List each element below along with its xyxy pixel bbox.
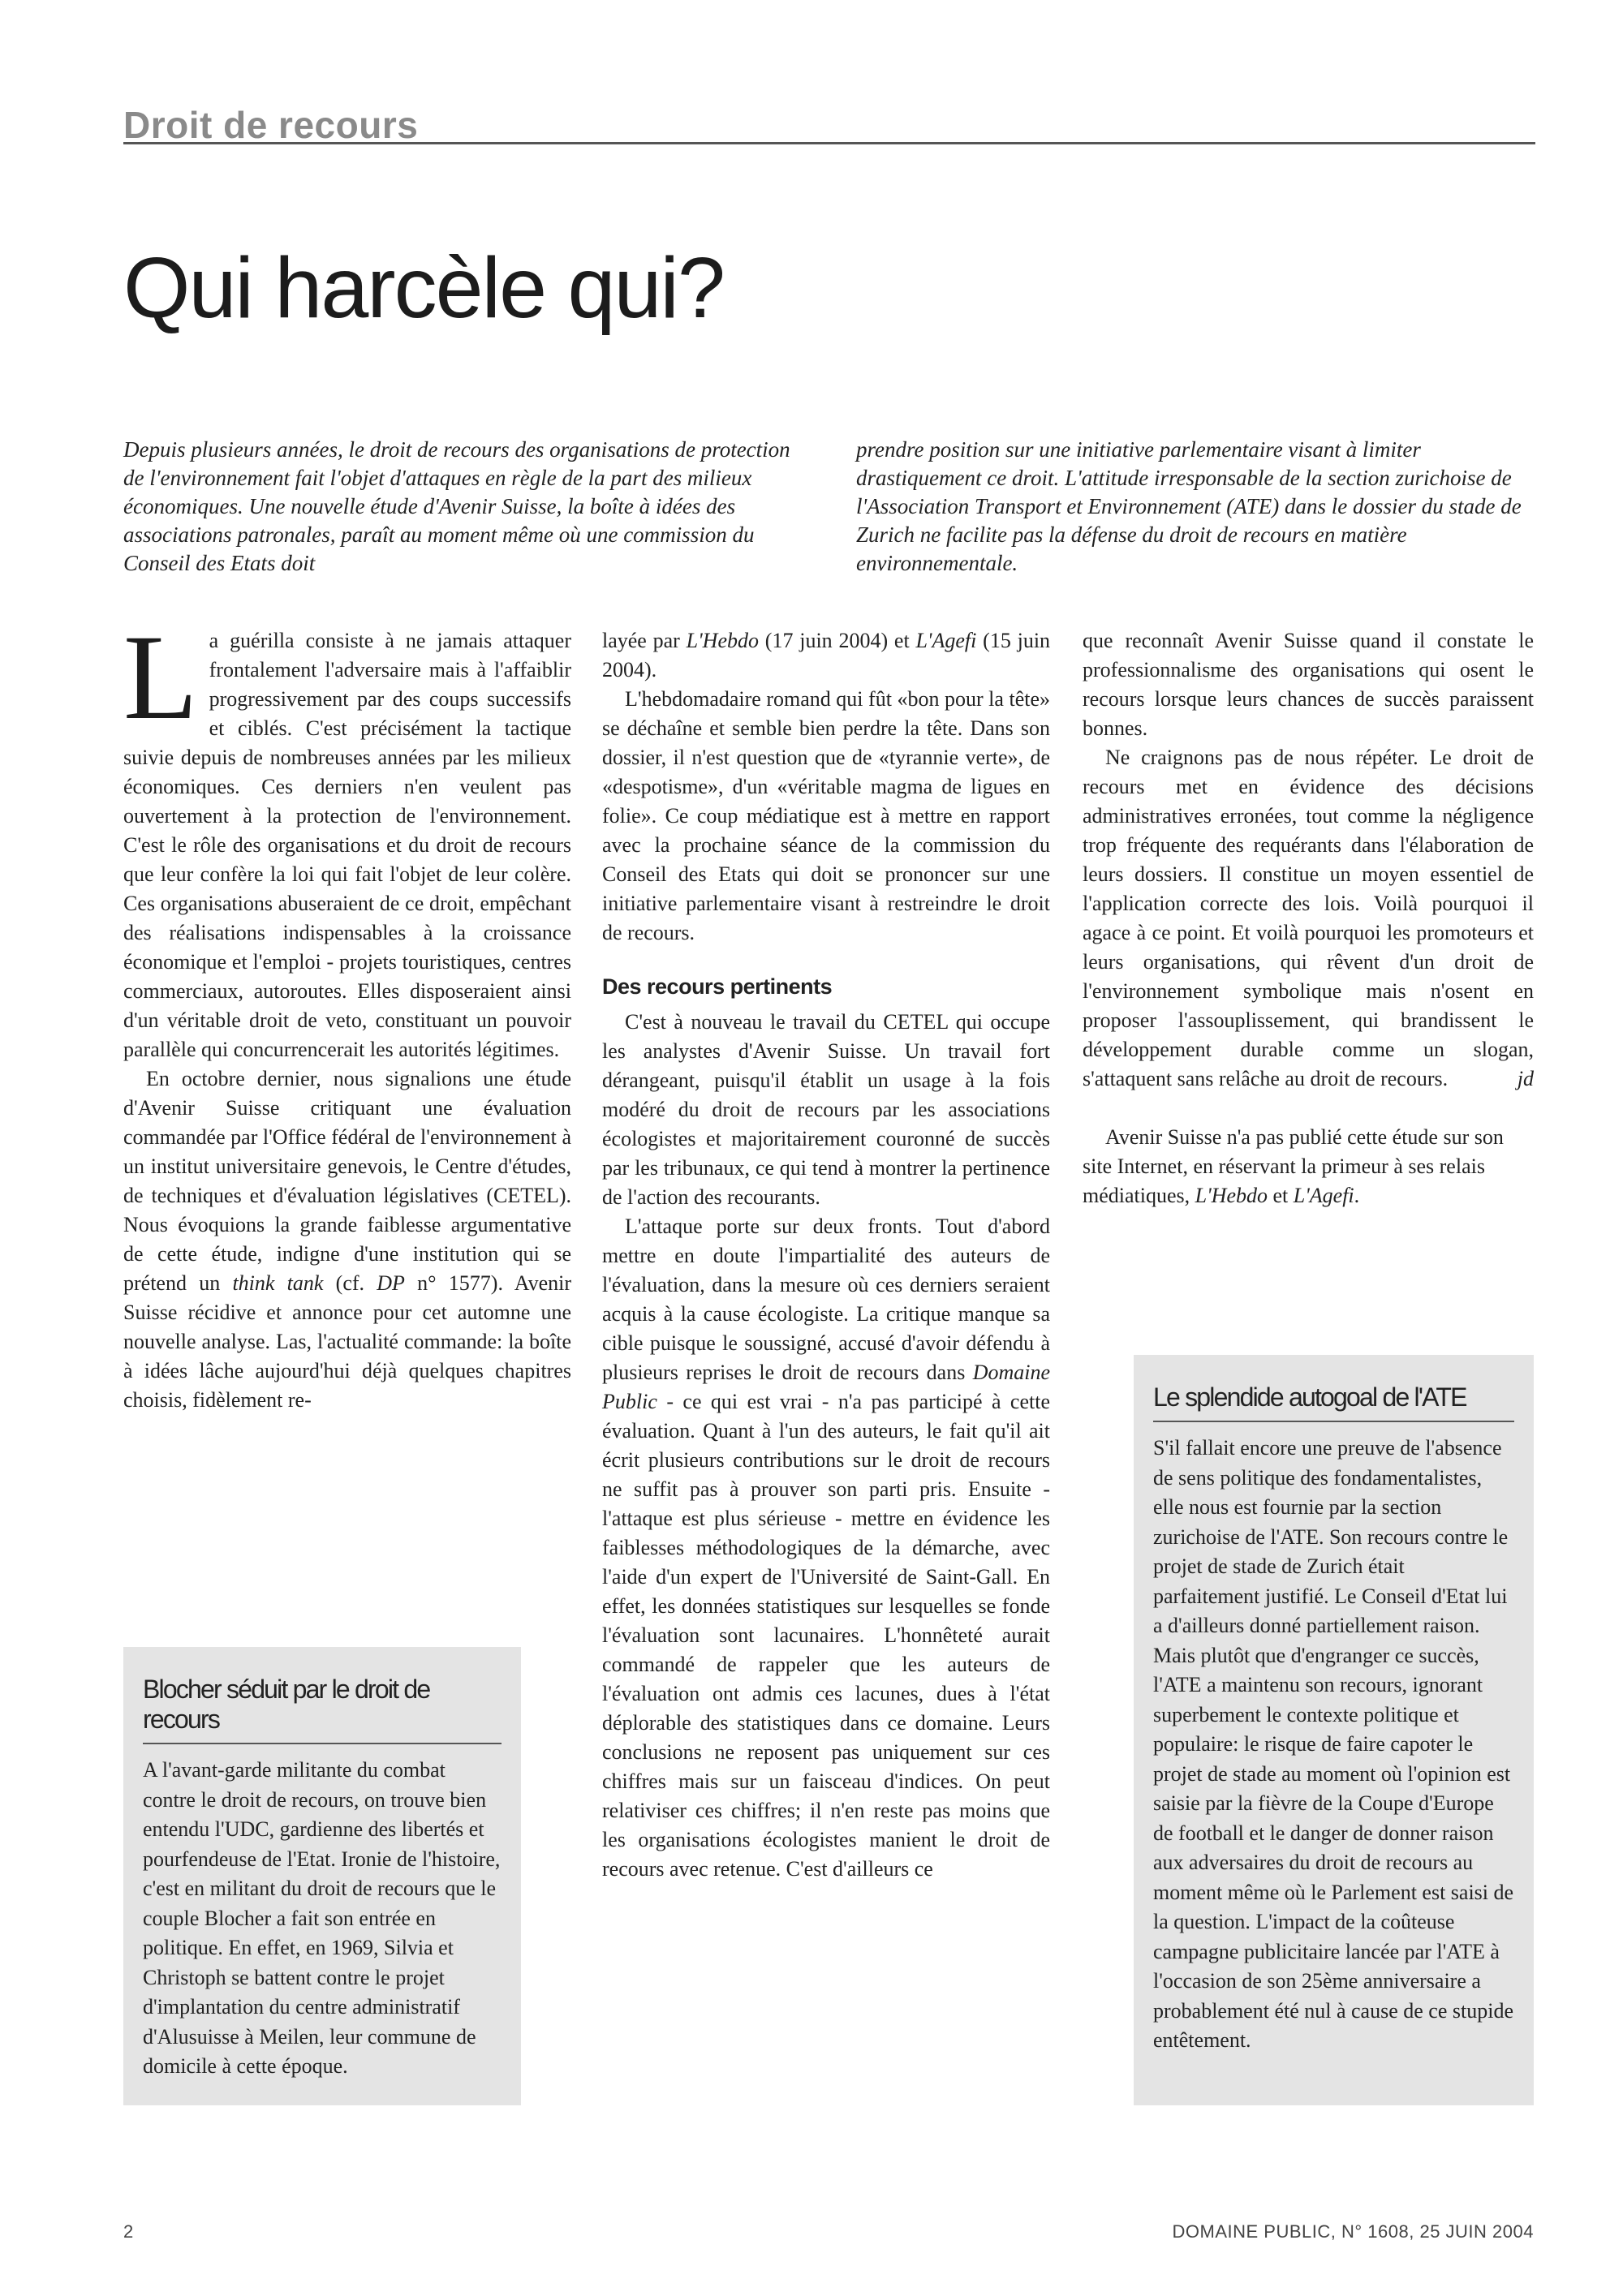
body-paragraph: C'est à nouveau le travail du CETEL qui occupe les analystes d'Avenir Suisse. Un travail fort dérangeant, puisqu'il établit un usage à la fois modéré du droit de recours par les associations écologistes et majoritairement couronné de succès par les tribunaux, ce qui tend à montrer la pertinence de l'action des recourants. <box>602 1010 1050 1209</box>
body-paragraph: Ne craignons pas de nous répéter. Le droit de recours met en évidence des décisions administratives erronées, tout comme la négligence trop fréquente des requérants dans l'élaboration de leurs dossiers. Il constitue un moyen essentiel de l'application correcte des lois. Voilà pourquoi il agace à ce point. Et voilà pourquoi les promoteurs et leurs organisations, qui rêvent d'un droit de l'environnement symbolique mais n'osent en proposer l'assouplissement, qui brandissent le développement durable comme un slogan, s'attaquent sans relâche au droit de recours. jd <box>1083 743 1534 1094</box>
issue-info: DOMAINE PUBLIC, N° 1608, 25 JUIN 2004 <box>1172 2221 1534 2242</box>
page-number: 2 <box>123 2221 134 2242</box>
lead-paragraph-right: prendre position sur une initiative parlementaire visant à limiter drastiquement ce droit. L'attitude irresponsable de la section zurichoise de l'Association Transport et Environnement (ATE) dans le dossier du stade de Zurich ne facilite pas la défense du droit de recours en matière environnementale. <box>856 437 1522 575</box>
body-paragraph: La guérilla consiste à ne jamais attaquer frontalement l'adversaire mais à l'affaiblir progressivement par des coups successifs et ciblés. C'est précisément la tactique suivie depuis de nombreuses années par les milieux économiques. Ces derniers n'en veulent pas ouvertement à la protection de l'environnement. C'est le rôle des organisations et du droit de recours que leur confère la loi qui fait l'objet de leur colère. Ces organisations abuseraient de ce droit, empêchant des réalisations indispensables à la croissance économique et l'emploi - projets touristiques, centres commerciaux, autoroutes. Elles disposeraient ainsi d'un véritable droit de veto, constituant un pouvoir parallèle qui concurrencerait les autorités légitimes. <box>123 610 571 1061</box>
body-paragraph: L'hebdomadaire romand qui fût «bon pour la tête» se déchaîne et semble bien perdre la tête. Dans son dossier, il n'est question que de «tyrannie verte», de «despotisme», d'un «véritable magma de ligues en folie». Ce coup médiatique est à mettre en rapport avec la prochaine séance de la commission du Conseil des Etats qui doit se prononcer sur une initiative parlementaire visant à restreindre le droit de recours. <box>602 687 1050 944</box>
lead-paragraph-left: Depuis plusieurs années, le droit de recours des organisations de protection de l'environnement fait l'objet d'attaques en règle de la part des milieux économiques. Une nouvelle étude d'Avenir Suisse, la boîte à idées des associations patronales, paraît au moment même où une commission du Conseil des Etats doit <box>123 437 790 575</box>
sidebar-title: Le splendide autogoal de l'ATE <box>1153 1382 1514 1422</box>
sidebar-box-blocher <box>123 1647 521 2105</box>
body-paragraph: que reconnaît Avenir Suisse quand il constate le professionnalisme des organisations qui osent le recours lorsque leurs chances de succès paraissent bonnes. <box>1083 629 1534 740</box>
body-paragraph: En octobre dernier, nous signalions une étude d'Avenir Suisse critiquant une évaluation commandée par l'Office fédéral de l'environnement à un institut universitaire genevois, le Centre d'études, de techniques et d'évaluation législatives (CETEL). Nous évoquions la grande faiblesse argumentative de cette étude, indigne d'une institution qui se prétend un think tank (cf. DP n° 1577). Avenir Suisse récidive et annonce pour cet automne une nouvelle analyse. Las, l'actualité commande: la boîte à idées lâche aujourd'hui déjà quelques chapitres choisis, fidèlement re- <box>123 1067 572 1412</box>
sidebar-text: A l'avant-garde militante du combat contre le droit de recours, on trouve bien entendu l'UDC, gardienne des libertés et pourfendeuse de l'Etat. Ironie de l'histoire, c'est en militant du droit de recours que le couple Blocher a fait son entrée en politique. En effet, en 1969, Silvia et Christoph se battent contre le projet d'implantation du centre administratif d'Alusuisse à Meilen, leur commune de domicile à cette époque. <box>143 1758 501 2078</box>
column-3 <box>1083 626 1534 1210</box>
subheading: Des recours pertinents <box>602 974 833 999</box>
sidebar-text: S'il fallait encore une preuve de l'absence de sens politique des fondamentalistes, elle nous est fournie par la section zurichoise de l'ATE. Son recours contre le projet de stade de Zurich était parfaitement justifié. Le Conseil d'Etat lui a d'ailleurs donné partiellement raison. Mais plutôt que d'engranger ce succès, l'ATE a maintenu son recours, ignorant superbement le contexte politique et populaire: le risque de faire capoter le projet de stade au moment où l'opinion est saisie par la fièvre de la Coupe d'Europe de football et le danger de donner raison aux adversaires du droit de recours au moment même où le Parlement est saisi de la question. L'impact de la coûteuse campagne publicitaire lancée par l'ATE à l'occasion de son 25ème anniversaire a probablement été nul à cause de ce stupide entêtement. <box>1153 1436 1514 2052</box>
body-paragraph: L'attaque porte sur deux fronts. Tout d'abord mettre en doute l'impartialité des auteurs de l'évaluation, dans la mesure où ces derniers seraient acquis à la cause écologiste. La critique manque sa cible puisque le soussigné, accusé d'avoir défendu à plusieurs reprises le droit de recours dans Domaine Public - ce qui est vrai - n'a pas participé à cette évaluation. Quant à l'un des auteurs, le fait qu'il ait écrit plusieurs contributions sur le droit de recours ne suffit pas à prouver son parti pris. Ensuite - l'attaque est plus sérieuse - mettre en évidence les faiblesses méthodologiques de la démarche, avec l'aide d'un expert de l'Université de Saint-Gall. En effet, les données statistiques sur lesquelles se fonde l'évaluation sont lacunaires. L'honnêteté aurait commandé de rappeler que les auteurs de l'évaluation ont admis ces lacunes, dues à l'état déplorable des statistiques dans ce domaine. Leurs conclusions ne reposent pas uniquement sur ces chiffres mais sur un faisceau d'indices. On peut relativiser ces chiffres; il n'en reste pas moins que les organisations écologistes manient le droit de recours avec retenue. C'est d'ailleurs ce <box>602 1215 1051 1881</box>
column-1 <box>123 610 572 1415</box>
article-title: Qui harcèle qui? <box>123 240 724 336</box>
author-signature: jd <box>1517 1067 1534 1090</box>
section-rubric <box>123 105 1535 144</box>
sidebar-title: Blocher séduit par le droit de recours <box>143 1675 502 1744</box>
footnote: Avenir Suisse n'a pas publié cette étude sur son site Internet, en réservant la primeur à ses relais médiatiques, L'Hebdo et L'Agefi. <box>1083 1125 1504 1207</box>
sidebar-box-ate <box>1134 1355 1534 2105</box>
drop-cap: L <box>123 610 198 745</box>
body-paragraph: layée par L'Hebdo (17 juin 2004) et L'Agefi (15 juin 2004). <box>602 629 1051 681</box>
rubric-label: Droit de recours <box>123 104 419 146</box>
column-2 <box>602 626 1050 1884</box>
